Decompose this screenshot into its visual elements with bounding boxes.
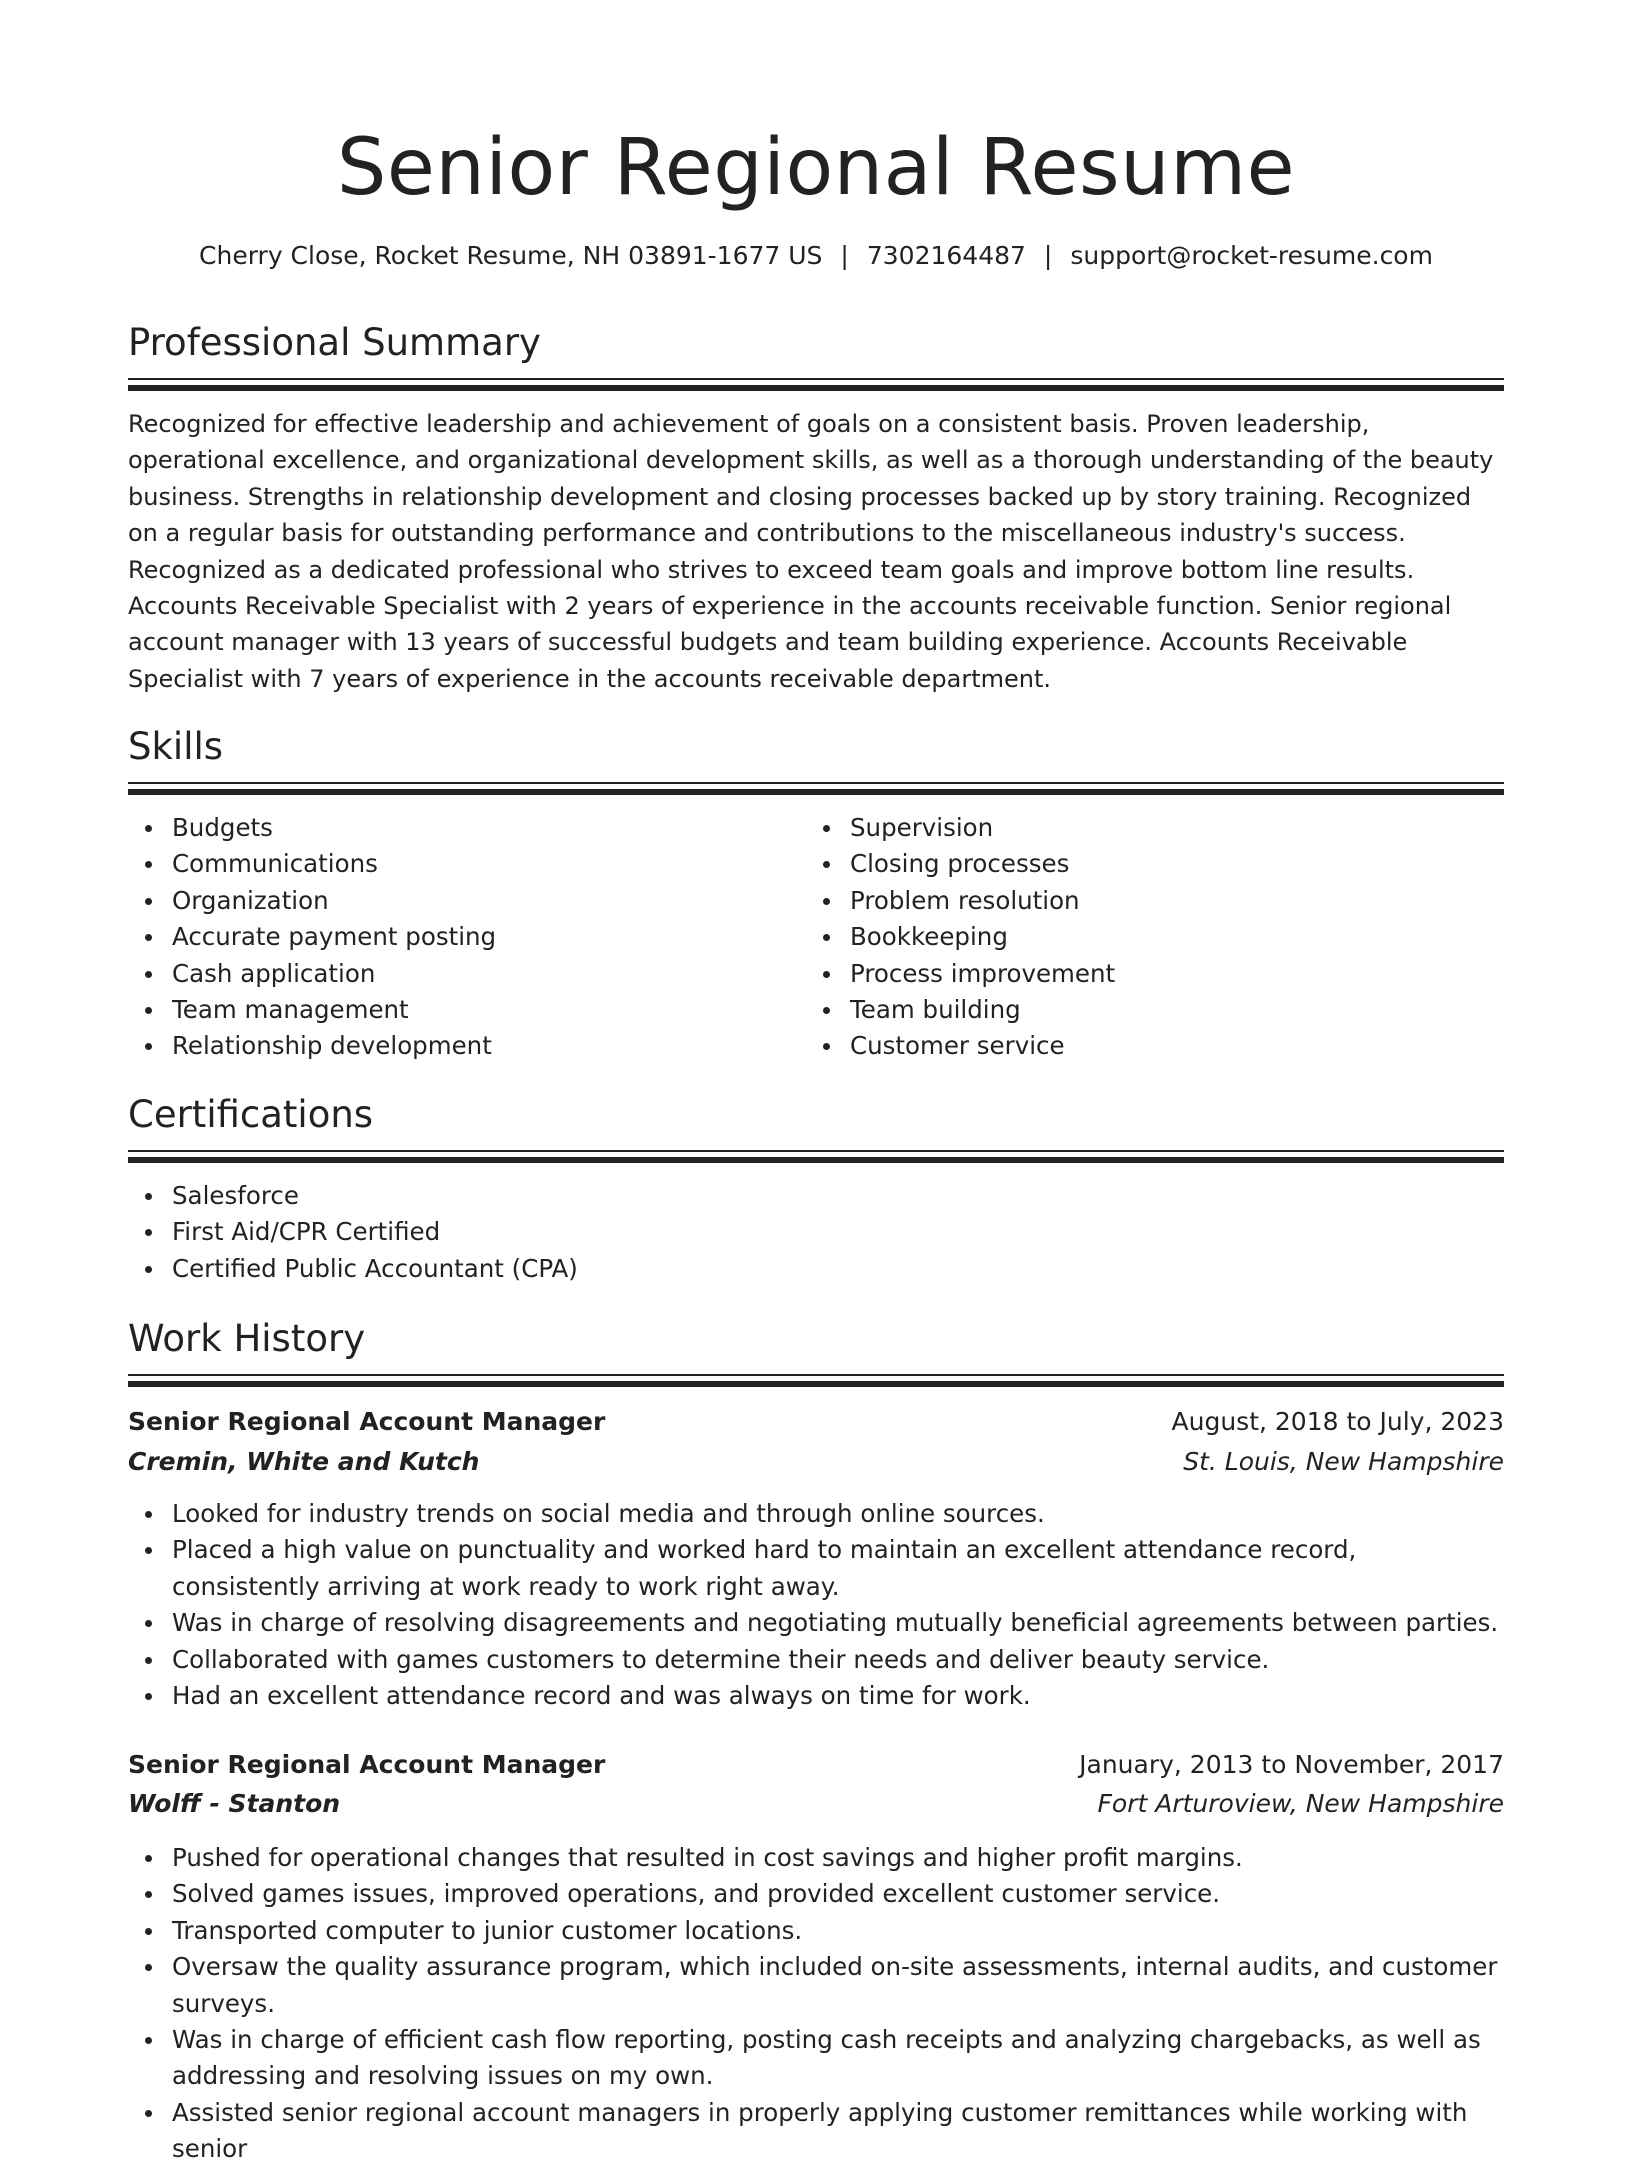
summary-heading: Professional Summary bbox=[128, 321, 541, 364]
job-location: Fort Arturoview, New Hampshire bbox=[1097, 1789, 1504, 1818]
skill-item: Cash application bbox=[128, 956, 798, 992]
certification-item: Salesforce bbox=[128, 1178, 1504, 1214]
job-bullet: Placed a high value on punctuality and worked hard to maintain an excellent attendance record, consistently arriving at work ready to work right away. bbox=[128, 1532, 1504, 1605]
job-bullet: Pushed for operational changes that resulted in cost savings and higher profit margins. bbox=[128, 1840, 1504, 1876]
certification-item: Certified Public Accountant (CPA) bbox=[128, 1251, 1504, 1287]
skills-heading: Skills bbox=[128, 725, 224, 768]
skill-item: Relationship development bbox=[128, 1028, 798, 1064]
certifications-heading: Certifications bbox=[128, 1093, 374, 1136]
certifications-list bbox=[128, 1178, 1504, 1287]
job-company: Cremin, White and Kutch bbox=[128, 1447, 480, 1476]
skill-item: Process improvement bbox=[806, 956, 1504, 992]
job-bullet: Collaborated with games customers to determine their needs and deliver beauty service. bbox=[128, 1642, 1504, 1678]
contact-separator: | bbox=[840, 241, 849, 270]
job-dates: January, 2013 to November, 2017 bbox=[1079, 1750, 1504, 1779]
skill-item: Problem resolution bbox=[806, 883, 1504, 919]
job-bullet: Oversaw the quality assurance program, which included on-site assessments, internal audits, and customer surveys. bbox=[128, 1949, 1504, 2022]
summary-text: Recognized for effective leadership and achievement of goals on a consistent basis. Proven leadership, operational excellence, and organizational development skills, as well as a thorough understanding of the beauty business. Strengths in relationship development and closing processes backed up by story training. Recognized on a regular basis for outstanding performance and contributions to the miscellaneous industry's success. Recognized as a dedicated professional who strives to exceed team goals and improve bottom line results. Accounts Receivable Specialist with 2 years of experience in the accounts receivable function. Senior regional account manager with 13 years of successful budgets and team building experience. Accounts Receivable Specialist with 7 years of experience in the accounts receivable department. bbox=[128, 410, 1494, 693]
skill-item: Communications bbox=[128, 846, 798, 882]
skill-item: Closing processes bbox=[806, 846, 1504, 882]
job-bullets bbox=[128, 1840, 1504, 2168]
section-rule-thick bbox=[128, 385, 1504, 391]
skill-item: Budgets bbox=[128, 810, 798, 846]
contact-line bbox=[0, 238, 1632, 274]
job-location: St. Louis, New Hampshire bbox=[1183, 1447, 1504, 1476]
job-bullet: Solved games issues, improved operations, and provided excellent customer service. bbox=[128, 1876, 1504, 1912]
job-bullet: Had an excellent attendance record and was always on time for work. bbox=[128, 1678, 1504, 1714]
job-bullet: Was in charge of resolving disagreements and negotiating mutually beneficial agreements between parties. bbox=[128, 1605, 1504, 1641]
contact-address: Cherry Close, Rocket Resume, NH 03891-1677 US bbox=[199, 241, 823, 270]
skill-item: Customer service bbox=[806, 1028, 1504, 1064]
job-bullet: Assisted senior regional account managers in properly applying customer remittances while working with senior bbox=[128, 2095, 1504, 2168]
skills-list-left bbox=[128, 810, 798, 1065]
contact-phone: 7302164487 bbox=[866, 241, 1026, 270]
contact-email: support@rocket-resume.com bbox=[1070, 241, 1433, 270]
job-bullet: Was in charge of efficient cash flow reporting, posting cash receipts and analyzing chargebacks, as well as addressing and resolving issues on my own. bbox=[128, 2022, 1504, 2095]
skill-item: Accurate payment posting bbox=[128, 919, 798, 955]
section-rule-thin bbox=[128, 1374, 1504, 1376]
job-bullet: Looked for industry trends on social media and through online sources. bbox=[128, 1496, 1504, 1532]
job-dates: August, 2018 to July, 2023 bbox=[1171, 1407, 1504, 1436]
certifications-section-header bbox=[128, 1090, 1504, 1140]
skills-list-right bbox=[806, 810, 1504, 1065]
job-bullets bbox=[128, 1496, 1504, 1714]
section-rule-thin bbox=[128, 378, 1504, 380]
section-rule-thin bbox=[128, 782, 1504, 784]
section-rule-thick bbox=[128, 1381, 1504, 1387]
skills-section-header bbox=[128, 722, 1504, 772]
contact-separator: | bbox=[1043, 241, 1053, 270]
resume-title: Senior Regional Resume bbox=[336, 123, 1296, 213]
section-rule-thick bbox=[128, 789, 1504, 795]
skill-item: Team building bbox=[806, 992, 1504, 1028]
skill-item: Supervision bbox=[806, 810, 1504, 846]
skill-item: Bookkeeping bbox=[806, 919, 1504, 955]
section-rule-thick bbox=[128, 1157, 1504, 1163]
skill-item: Team management bbox=[128, 992, 798, 1028]
work-heading: Work History bbox=[128, 1317, 366, 1360]
job-bullet: Transported computer to junior customer locations. bbox=[128, 1913, 1504, 1949]
skill-item: Organization bbox=[128, 883, 798, 919]
certification-item: First Aid/CPR Certified bbox=[128, 1214, 1504, 1250]
work-section-header bbox=[128, 1314, 1504, 1364]
job-title: Senior Regional Account Manager bbox=[128, 1750, 606, 1779]
job-title: Senior Regional Account Manager bbox=[128, 1407, 606, 1436]
section-rule-thin bbox=[128, 1150, 1504, 1152]
summary-section-header bbox=[128, 318, 1504, 368]
job-company: Wolff - Stanton bbox=[128, 1789, 341, 1818]
